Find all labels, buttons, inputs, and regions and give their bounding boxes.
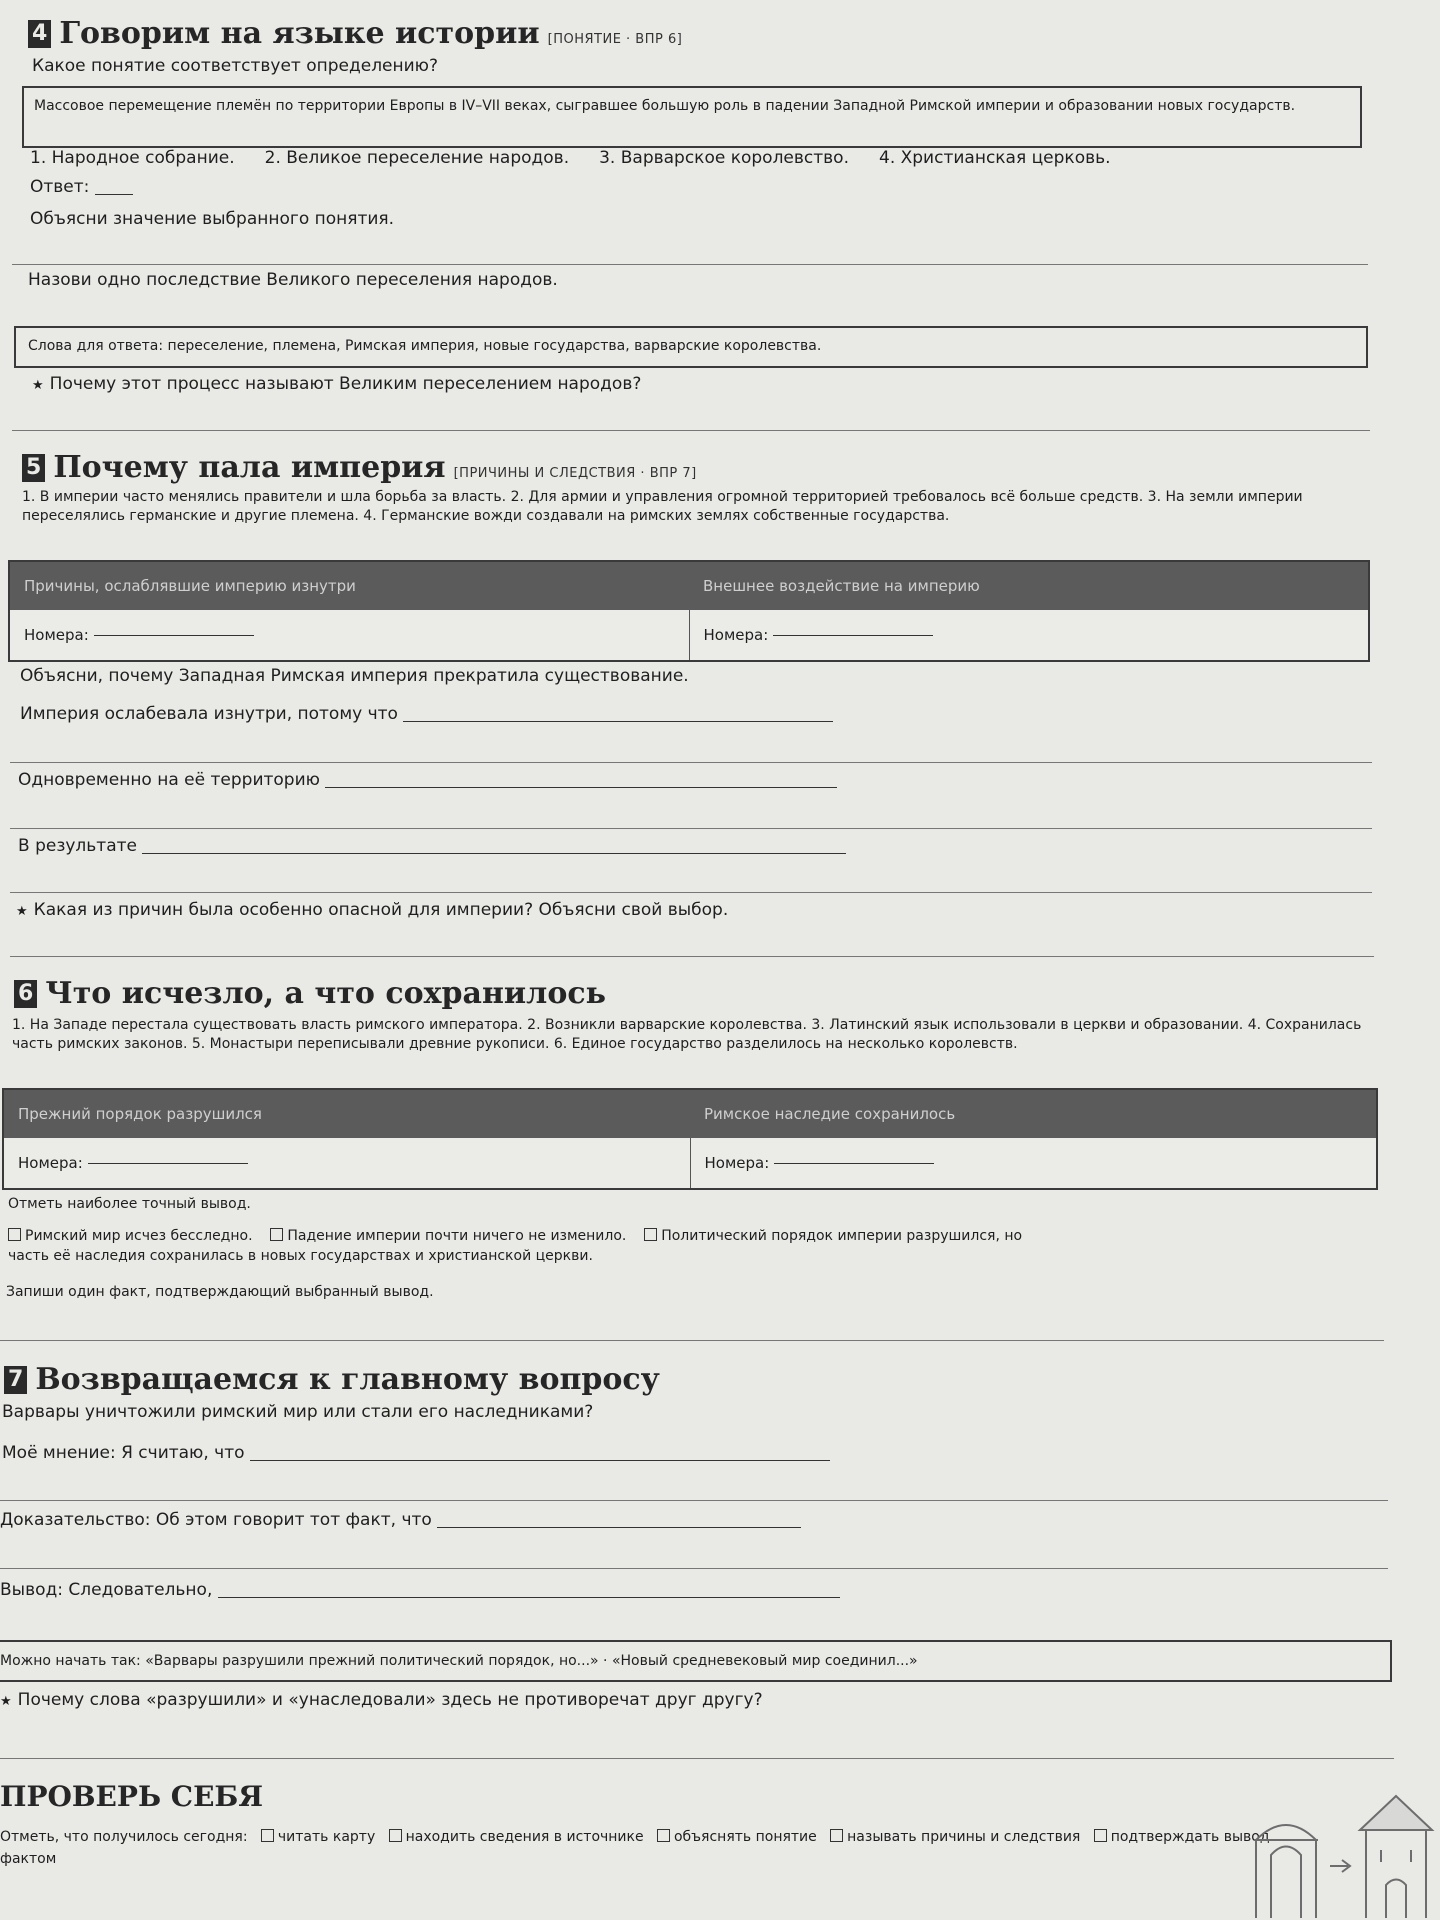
fill-line-1 [20, 704, 833, 724]
main-question: Варвары уничтожили римский мир или стали его наследниками? [2, 1402, 594, 1422]
option-3[interactable]: 3. Варварское королевство. [599, 148, 849, 168]
fact-prompt: Запиши один факт, подтверждающий выбранный вывод. [6, 1284, 434, 1300]
answer-line[interactable] [0, 1568, 1388, 1569]
section-number: 7 [4, 1366, 27, 1394]
castle-illustration [1236, 1780, 1436, 1920]
check-item-text: объяснять понятие [673, 1829, 817, 1845]
section-title-text: Возвращаемся к главному вопросу [35, 1362, 660, 1397]
table-header [4, 1090, 1376, 1138]
answer-blank[interactable] [218, 1597, 840, 1598]
numbers-blank[interactable] [773, 635, 933, 636]
answer-line[interactable] [0, 1758, 1394, 1759]
answer-row [30, 177, 133, 197]
numbers-label: Номера: [24, 626, 89, 644]
hint-box: Можно начать так: «Варвары разрушили прежний политический порядок, но...» · «Новый средневековый мир соединил...» [0, 1640, 1392, 1682]
conclusion-options [8, 1226, 1378, 1266]
col-header-preserved: Римское наследие сохранилось [704, 1105, 956, 1123]
checkbox[interactable] [830, 1829, 843, 1842]
checkbox[interactable] [644, 1228, 657, 1241]
answer-line[interactable] [10, 828, 1372, 829]
star-question [0, 1690, 763, 1710]
answer-label: Ответ: [30, 177, 90, 197]
section-tag: [ПОНЯТИЕ · ВПР 6] [547, 32, 683, 47]
fill-line-opinion [2, 1443, 830, 1463]
check-item[interactable] [657, 1829, 817, 1845]
numbers-blank[interactable] [774, 1163, 934, 1164]
table-row [10, 610, 1368, 660]
conclusion-option-2[interactable] [270, 1228, 626, 1244]
explain-prompt: Объясни, почему Западная Римская империя прекратила существование. [20, 666, 689, 686]
star-icon: ★ [0, 1694, 12, 1709]
numbers-cell-external [689, 610, 1369, 660]
star-icon: ★ [16, 904, 28, 919]
answer-blank[interactable] [403, 721, 833, 722]
star-question-text: Почему слова «разрушили» и «унаследовали» здесь не противоречат друг другу? [17, 1690, 763, 1710]
numbers-cell-preserved [690, 1138, 1377, 1188]
fill-line-2 [18, 770, 837, 790]
star-question [16, 900, 728, 920]
question-text: Какое понятие соответствует определению? [32, 56, 439, 76]
star-question [32, 374, 641, 394]
sentence-start: Одновременно на её территорию [18, 770, 320, 790]
conclusion-option-1[interactable] [8, 1228, 253, 1244]
answer-blank[interactable] [142, 853, 846, 854]
check-item-text: читать карту [277, 1829, 376, 1845]
check-item-text: находить сведения в источнике [405, 1829, 644, 1845]
table-row [4, 1138, 1376, 1188]
checkbox[interactable] [1094, 1829, 1107, 1842]
section-title-text: Говорим на языке истории [59, 16, 540, 51]
option-text-cont: часть её наследия сохранилась в новых государствах и христианской церкви. [8, 1248, 593, 1264]
numbers-cell-internal [10, 610, 689, 660]
numbers-blank[interactable] [88, 1163, 248, 1164]
answer-line[interactable] [0, 1340, 1384, 1341]
check-item[interactable] [389, 1829, 644, 1845]
checkbox[interactable] [657, 1829, 670, 1842]
check-item[interactable] [261, 1829, 375, 1845]
mark-prompt: Отметь наиболее точный вывод. [8, 1196, 251, 1212]
check-list [0, 1826, 1330, 1870]
checkbox[interactable] [389, 1829, 402, 1842]
option-text: Политический порядок империи разрушился, но [661, 1228, 1023, 1244]
section-4-title [28, 16, 682, 51]
section-number: 5 [22, 454, 45, 482]
check-item-text: подтверждать вывод фактом [0, 1829, 1270, 1867]
col-header-internal: Причины, ослаблявшие империю изнутри [24, 577, 356, 595]
classification-table [8, 560, 1370, 662]
checkbox[interactable] [8, 1228, 21, 1241]
numbers-label: Номера: [18, 1154, 83, 1172]
star-question-text: Почему этот процесс называют Великим переселением народов? [49, 374, 642, 394]
answer-line[interactable] [10, 892, 1372, 893]
option-2[interactable]: 2. Великое переселение народов. [264, 148, 570, 168]
section-title-text: Что исчезло, а что сохранилось [45, 976, 606, 1011]
answer-line[interactable] [12, 264, 1368, 265]
check-lead: Отметь, что получилось сегодня: [0, 1829, 248, 1845]
sentence-start: Империя ослабевала изнутри, потому что [20, 704, 398, 724]
sentence-start: Моё мнение: Я считаю, что [2, 1443, 245, 1463]
items-list: 1. В империи часто менялись правители и шла борьба за власть. 2. Для армии и управления огромной территорией требовалось всё больше средств. 3. На земли империи переселялись германские и другие племена. 4. Германские вожди создавали на римских землях собственные государства. [22, 489, 1303, 524]
star-icon: ★ [32, 378, 44, 393]
option-1[interactable]: 1. Народное собрание. [30, 148, 235, 168]
table-header [10, 562, 1368, 610]
col-header-destroyed: Прежний порядок разрушился [18, 1105, 262, 1123]
checkbox[interactable] [261, 1829, 274, 1842]
numbers-blank[interactable] [94, 635, 254, 636]
section-5-title [22, 450, 697, 485]
answer-blank[interactable] [437, 1527, 801, 1528]
answer-options [30, 148, 1410, 168]
classification-table [2, 1088, 1378, 1190]
explain-prompt: Объясни значение выбранного понятия. [30, 209, 395, 229]
numbers-cell-destroyed [4, 1138, 690, 1188]
definition-box: Массовое перемещение племён по территории Европы в IV–VII веках, сыгравшее большую роль в падении Западной Римской империи и образовании новых государств. [22, 86, 1362, 148]
sentence-start: Доказательство: Об этом говорит тот факт, что [0, 1510, 432, 1530]
star-question-text: Какая из причин была особенно опасной для империи? Объясни свой выбор. [33, 900, 729, 920]
answer-line[interactable] [12, 430, 1370, 431]
fill-line-conclusion [0, 1580, 840, 1600]
section-title-text: Почему пала империя [53, 450, 446, 485]
answer-blank[interactable] [250, 1460, 830, 1461]
items-list: 1. На Западе перестала существовать власть римского императора. 2. Возникли варварские королевства. 3. Латинский язык использовали в церкви и образовании. 4. Сохранилась часть римских законов. 5. Монастыри переписывали древние рукописи. 6. Единое государство разделилось на несколько королевств. [12, 1017, 1362, 1052]
answer-line[interactable] [0, 1500, 1388, 1501]
consequence-prompt: Назови одно последствие Великого переселения народов. [28, 270, 558, 290]
option-text: Римский мир исчез бесследно. [25, 1228, 253, 1244]
answer-blank[interactable] [95, 194, 133, 195]
check-title: ПРОВЕРЬ СЕБЯ [0, 1780, 264, 1813]
words-box: Слова для ответа: переселение, племена, Римская империя, новые государства, варварские королевства. [14, 326, 1368, 368]
answer-blank[interactable] [325, 787, 837, 788]
check-item[interactable] [830, 1829, 1080, 1845]
sentence-start: В результате [18, 836, 137, 856]
fill-line-3 [18, 836, 846, 856]
section-6-title [14, 976, 606, 1011]
answer-line[interactable] [10, 956, 1374, 957]
option-text: Падение империи почти ничего не изменило. [287, 1228, 627, 1244]
option-4[interactable]: 4. Христианская церковь. [879, 148, 1111, 168]
section-tag: [ПРИЧИНЫ И СЛЕДСТВИЯ · ВПР 7] [453, 466, 697, 481]
answer-line[interactable] [10, 762, 1372, 763]
checkbox[interactable] [270, 1228, 283, 1241]
numbers-label: Номера: [704, 1154, 770, 1172]
check-item-text: называть причины и следствия [847, 1829, 1081, 1845]
numbers-label: Номера: [703, 626, 769, 644]
sentence-start: Вывод: Следовательно, [0, 1580, 213, 1600]
section-number: 4 [28, 20, 51, 48]
section-number: 6 [14, 980, 37, 1008]
fill-line-proof [0, 1510, 801, 1530]
col-header-external: Внешнее воздействие на империю [703, 577, 980, 595]
section-7-title [4, 1362, 660, 1397]
